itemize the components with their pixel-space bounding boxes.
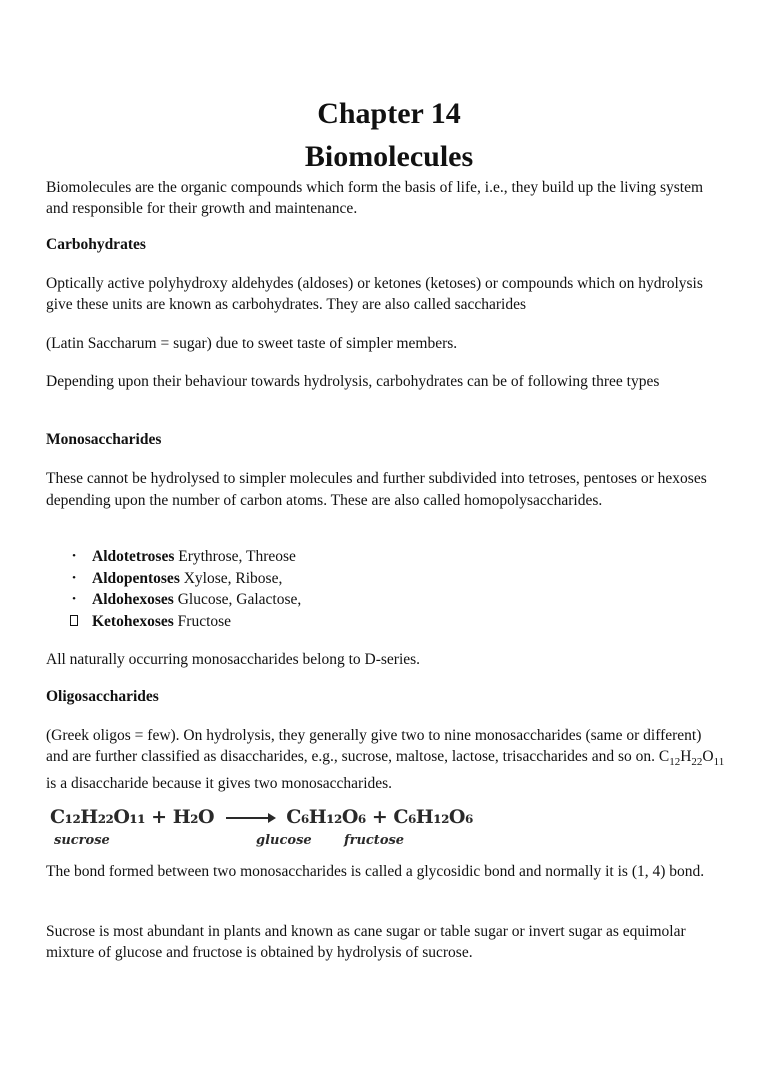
- oligo-text-pre: (Greek oligos = few). On hydrolysis, they generally give two to nine monosaccharides (same or different) and are further classified as disaccharides, e.g., sucrose, maltose, lactose, trisaccharides and so on. C: [46, 727, 702, 765]
- monosaccharide-list: [46, 546, 726, 632]
- list-item-term: Aldotetroses: [92, 548, 175, 565]
- chapter-title: Biomolecules: [304, 140, 474, 173]
- list-item-term: Aldopentoses: [92, 569, 180, 587]
- glycosidic-bond-paragraph: The bond formed between two monosaccharides is called a glycosidic bond and normally it is (1, 4) bond.: [46, 863, 705, 880]
- intro-paragraph: Biomolecules are the organic compounds which form the basis of life, i.e., they build up the living system and responsible for their growth and maintenance.: [46, 179, 704, 217]
- hydrogen-subscript: 22: [691, 756, 703, 769]
- d-series-paragraph: All naturally occurring monosaccharides belong to D-series.: [46, 651, 421, 668]
- list-item-desc: Xylose, Ribose,: [179, 569, 283, 587]
- oxygen-symbol: O: [702, 748, 714, 765]
- sucrose-label: sucrose: [54, 833, 110, 848]
- list-item: [46, 611, 726, 633]
- list-item: [46, 589, 726, 611]
- bullet-icon: •: [72, 593, 76, 605]
- saccharum-paragraph: (Latin Saccharum = sugar) due to sweet taste of simpler members.: [46, 335, 458, 352]
- box-bullet-icon: [68, 611, 80, 633]
- reaction-arrow-icon: [226, 817, 274, 819]
- carbohydrates-paragraph: Optically active polyhydroxy aldehydes (aldoses) or ketones (ketoses) or compounds which on hydrolysis give these units are known as carbohydrates. They are also called saccharides: [46, 275, 703, 313]
- oligosaccharides-heading: Oligosaccharides: [46, 688, 159, 705]
- hydrolysis-equation-image: [50, 800, 473, 852]
- list-item-desc: Fructose: [173, 612, 232, 630]
- fructose-label: fructose: [344, 833, 405, 848]
- oligo-text-post: is a disaccharide because it gives two monosaccharides.: [46, 775, 393, 793]
- water-term: + H₂O: [145, 806, 215, 828]
- list-item-desc: Erythrose, Threose: [174, 548, 296, 565]
- oligosaccharides-paragraph: [46, 725, 726, 794]
- chapter-number: Chapter 14: [317, 97, 461, 130]
- list-item: [46, 568, 726, 590]
- glucose-label: glucose: [256, 833, 312, 848]
- equation-line: [50, 806, 473, 828]
- hydrolysis-types-paragraph: Depending upon their behaviour towards hydrolysis, carbohydrates can be of following three types: [46, 373, 660, 390]
- glucose-formula: C₆H₁₂O₆: [286, 806, 366, 828]
- oxygen-subscript: 11: [713, 756, 725, 769]
- bullet-icon: •: [72, 550, 76, 562]
- sucrose-formula: C₁₂H₂₂O₁₁: [50, 806, 146, 828]
- list-item: [46, 546, 726, 568]
- monosaccharides-paragraph: These cannot be hydrolysed to simpler molecules and further subdivided into tetroses, pentoses or hexoses depending upon the number of carbon atoms. These are also called homopolysaccharides.: [46, 470, 707, 509]
- bullet-icon: •: [72, 571, 76, 584]
- carbon-subscript: 12: [669, 756, 681, 769]
- list-item-term: Ketohexoses: [92, 612, 174, 630]
- carbohydrates-heading: Carbohydrates: [46, 236, 146, 253]
- list-item-desc: Glucose, Galactose,: [173, 591, 302, 608]
- sucrose-paragraph: Sucrose is most abundant in plants and known as cane sugar or table sugar or invert sugar as equimolar mixture of glucose and fructose is obtained by hydrolysis of sucrose.: [46, 923, 686, 961]
- monosaccharides-heading: Monosaccharides: [46, 431, 162, 448]
- fructose-term: + C₆H₁₂O₆: [365, 806, 473, 828]
- list-item-term: Aldohexoses: [92, 591, 174, 608]
- hydrogen-symbol: H: [680, 748, 692, 765]
